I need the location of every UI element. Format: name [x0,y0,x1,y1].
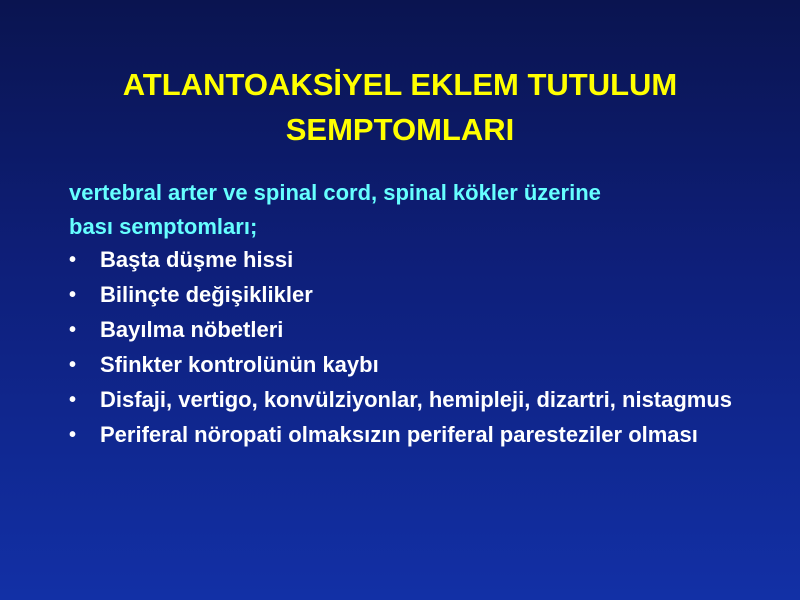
bullet-text: Başta düşme hissi [100,247,294,272]
slide-title: ATLANTOAKSİYEL EKLEM TUTULUM SEMPTOMLARI [122,67,678,147]
bullet-text: Bayılma nöbetleri [100,317,284,342]
bullet-item [69,422,749,448]
bullet-item [69,282,749,308]
bullet-item [69,387,749,413]
intro-line-2: bası semptomları; [69,214,258,239]
bullet-list [69,247,749,457]
bullet-icon: • [69,249,77,271]
bullet-icon: • [69,389,77,411]
bullet-icon: • [69,354,77,376]
bullet-text: Sfinkter kontrolünün kaybı [100,352,379,377]
bullet-text: Bilinçte değişiklikler [100,282,313,307]
bullet-item [69,317,749,343]
bullet-item [69,247,749,273]
bullet-icon: • [69,319,77,341]
bullet-icon: • [69,424,77,446]
bullet-item [69,352,749,378]
intro-text [69,176,769,244]
bullet-icon: • [69,284,77,306]
bullet-text: Disfaji, vertigo, konvülziyonlar, hemipleji, dizartri, nistagmus [100,387,733,412]
intro-line-1: vertebral arter ve spinal cord, spinal kökler üzerine [69,180,601,205]
bullet-text: Periferal nöropati olmaksızın periferal paresteziler olması [100,422,698,447]
